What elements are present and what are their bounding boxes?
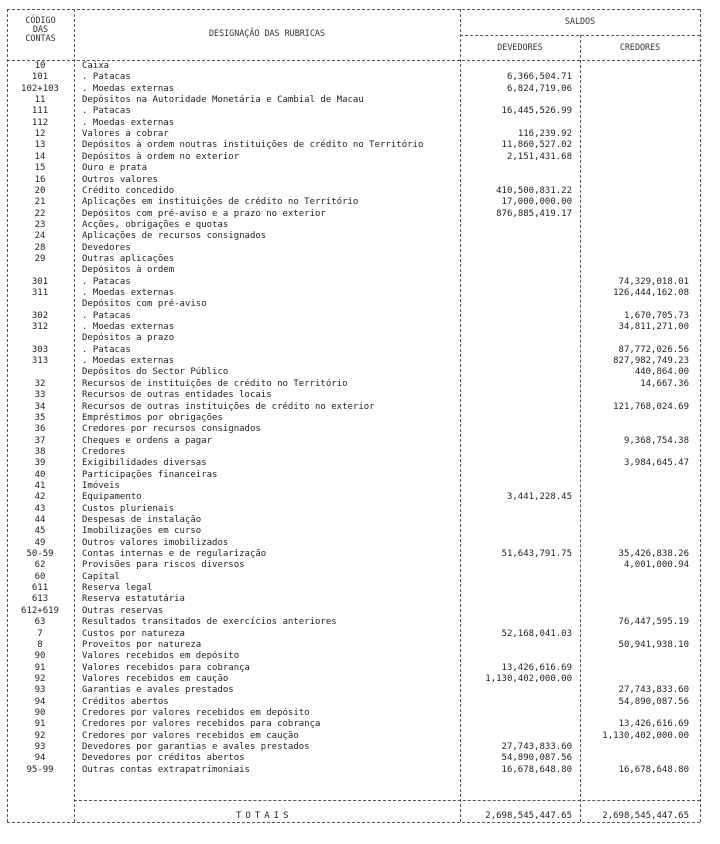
account-code: 612+619 <box>21 605 59 616</box>
table-row <box>0 765 720 776</box>
table-row <box>0 492 720 503</box>
table-row <box>0 288 720 299</box>
account-designation: Outras aplicações <box>82 253 175 264</box>
account-code: 49 <box>34 537 46 548</box>
account-designation: Crédito concedido <box>82 185 175 196</box>
totals-top-border <box>74 800 700 801</box>
table-row <box>0 515 720 526</box>
total-devedores: 2,698,545,447.65 <box>485 811 572 821</box>
table-row <box>0 640 720 651</box>
account-designation: Capital <box>82 571 120 582</box>
account-designation: Outros valores <box>82 174 158 185</box>
account-designation: . Patacas <box>82 72 131 83</box>
account-designation: Imóveis <box>82 480 120 491</box>
account-code: 10 <box>34 61 46 71</box>
account-designation: Garantias e avales prestados <box>82 685 234 696</box>
credores-value: 13,426,616.69 <box>618 719 689 730</box>
table-row <box>0 61 720 72</box>
account-designation: Reserva legal <box>82 583 153 594</box>
credores-value: 87,772,026.56 <box>618 344 689 355</box>
devedores-value: 13,426,616.69 <box>501 662 572 673</box>
account-code: 41 <box>34 480 46 491</box>
account-designation: Depósitos à ordem noutras instituições de crédito no Território <box>82 140 424 151</box>
account-designation: Recursos de outras entidades locais <box>82 390 272 401</box>
account-code: 311 <box>31 288 49 298</box>
table-row <box>0 424 720 435</box>
account-code: 60 <box>34 571 46 582</box>
account-designation: Despesas de instalação <box>82 515 202 525</box>
table-row <box>0 390 720 401</box>
account-designation: Credores por recursos consignados <box>82 424 261 435</box>
credores-value: 126,444,162.08 <box>613 288 689 298</box>
account-code: 91 <box>34 719 46 730</box>
account-code: 24 <box>34 231 46 242</box>
account-designation: Acções, obrigações e quotas <box>82 219 229 230</box>
table-row <box>0 118 720 129</box>
credores-value: 27,743,833.60 <box>618 685 689 696</box>
table-row <box>0 140 720 151</box>
table-row <box>0 72 720 83</box>
table-row <box>0 651 720 662</box>
table-row <box>0 220 720 231</box>
totals-label: TOTAIS <box>236 811 293 821</box>
account-designation: Aplicações em instituições de crédito no Território <box>82 197 359 208</box>
table-row <box>0 254 720 265</box>
account-designation: Recursos de instituições de crédito no Território <box>82 378 348 389</box>
devedores-value: 6,824,719.06 <box>506 83 572 94</box>
devedores-value: 16,678,648.80 <box>501 764 572 775</box>
account-code: 29 <box>34 253 46 264</box>
account-designation: Credores por valores recebidos para cobrança <box>82 719 321 730</box>
account-code: 94 <box>34 753 46 764</box>
designation-header: DESIGNAÇÃO DAS RUBRICAS <box>209 28 325 38</box>
account-code: 611 <box>31 583 49 594</box>
account-code: 13 <box>34 140 46 151</box>
credores-value: 34,811,271.00 <box>618 322 689 333</box>
account-code: 93 <box>34 742 46 752</box>
table-row <box>0 129 720 140</box>
account-designation: Devedores por garantias e avales prestados <box>82 742 310 752</box>
devedores-value: 6,366,504.71 <box>506 72 572 83</box>
credores-value: 1,130,402,000.00 <box>602 730 689 741</box>
account-designation: Devedores por créditos abertos <box>82 753 245 764</box>
account-designation: Equipamento <box>82 492 142 503</box>
account-code: 91 <box>34 662 46 673</box>
devedores-value: 52,168,041.03 <box>501 628 572 639</box>
account-code: 35 <box>34 412 46 423</box>
account-code: 45 <box>34 526 46 537</box>
table-row <box>0 322 720 333</box>
devedores-header: DEVEDORES <box>497 42 543 52</box>
account-designation: Custos por natureza <box>82 628 185 639</box>
account-designation: Ouro e prata <box>82 163 148 174</box>
table-row <box>0 742 720 753</box>
table-row <box>0 345 720 356</box>
account-designation: Credores por valores recebidos em caução <box>82 730 299 741</box>
account-designation: . Moedas externas <box>82 356 175 367</box>
credores-value: 827,982,749.23 <box>613 356 689 367</box>
account-code: 14 <box>34 151 46 162</box>
account-code: 90 <box>34 707 46 718</box>
table-row <box>0 606 720 617</box>
table-row <box>0 481 720 492</box>
table-row <box>0 175 720 186</box>
table-row <box>0 436 720 447</box>
account-code: 303 <box>31 344 49 355</box>
table-row <box>0 560 720 571</box>
table-row <box>0 753 720 764</box>
code-column-header <box>7 16 74 43</box>
table-row <box>0 685 720 696</box>
credores-value: 9,368,754.38 <box>623 435 689 446</box>
account-code: 43 <box>34 503 46 514</box>
account-code: 313 <box>31 356 49 367</box>
account-designation: Credores <box>82 446 126 457</box>
credores-value: 440,864.00 <box>634 367 689 378</box>
devedores-value: 410,500,831.22 <box>496 185 572 196</box>
bottom-border <box>7 822 700 823</box>
total-credores: 2,698,545,447.65 <box>602 811 689 821</box>
account-code: 95-99 <box>26 764 54 775</box>
credores-header: CREDORES <box>619 42 661 52</box>
code-header-line: DAS <box>32 24 49 34</box>
account-code: 8 <box>37 639 43 650</box>
account-code: 62 <box>34 560 46 571</box>
table-row <box>0 152 720 163</box>
account-code: 34 <box>34 401 46 412</box>
account-code: 112 <box>31 117 49 128</box>
table-row <box>0 470 720 481</box>
devedores-value: 54,890,087.56 <box>501 753 572 764</box>
account-code: 40 <box>34 469 46 480</box>
account-code: 12 <box>34 129 46 140</box>
table-row <box>0 243 720 254</box>
table-row <box>0 719 720 730</box>
account-designation: . Moedas externas <box>82 117 175 128</box>
account-designation: Credores por valores recebidos em depósito <box>82 707 310 718</box>
account-designation: Valores recebidos em caução <box>82 673 229 684</box>
credores-value: 54,890,087.56 <box>618 696 689 707</box>
account-code: 15 <box>34 163 46 174</box>
account-designation: Depósitos com pré-aviso e a prazo no exterior <box>82 208 326 219</box>
account-code: 21 <box>34 197 46 208</box>
table-row <box>0 367 720 378</box>
account-code: 92 <box>34 673 46 684</box>
table-row <box>0 504 720 515</box>
credores-value: 1,670,705.73 <box>623 310 689 321</box>
devedores-value: 116,239.92 <box>517 129 572 140</box>
devedores-value: 17,000,000.00 <box>501 197 572 208</box>
table-row <box>0 538 720 549</box>
account-designation: . Moedas externas <box>82 288 175 298</box>
account-code: 33 <box>34 390 46 401</box>
credores-value: 74,329,018.01 <box>618 276 689 287</box>
account-code: 92 <box>34 730 46 741</box>
top-border <box>7 9 700 10</box>
code-header-line: CÓDIGO <box>25 15 56 25</box>
account-designation: . Patacas <box>82 276 131 287</box>
table-row <box>0 402 720 413</box>
account-code: 38 <box>34 446 46 457</box>
table-row <box>0 629 720 640</box>
credores-value: 76,447,595.19 <box>618 617 689 628</box>
account-code: 23 <box>34 219 46 230</box>
account-designation: Aplicações de recursos consignados <box>82 231 267 242</box>
table-row <box>0 447 720 458</box>
account-designation: . Patacas <box>82 310 131 321</box>
account-code: 28 <box>34 242 46 253</box>
account-code: 613 <box>31 594 49 605</box>
table-row <box>0 209 720 220</box>
table-row <box>0 163 720 174</box>
account-code: 90 <box>34 651 46 662</box>
account-designation: Depósitos na Autoridade Monetária e Cambial de Macau <box>82 95 364 106</box>
devedores-value: 51,643,791.75 <box>501 549 572 560</box>
account-code: 32 <box>34 378 46 389</box>
devedores-value: 16,445,526.99 <box>501 106 572 117</box>
account-designation: . Patacas <box>82 106 131 117</box>
account-designation: Valores recebidos em depósito <box>82 651 240 662</box>
account-code: 39 <box>34 458 46 469</box>
account-code: 94 <box>34 696 46 707</box>
credores-value: 121,768,024.69 <box>613 401 689 412</box>
table-row <box>0 95 720 106</box>
table-row <box>0 299 720 310</box>
account-designation: . Patacas <box>82 344 131 355</box>
account-designation: Depósitos a prazo <box>82 333 175 344</box>
account-code: 36 <box>34 424 46 435</box>
table-row <box>0 549 720 560</box>
table-row <box>0 277 720 288</box>
account-code: 22 <box>34 208 46 219</box>
account-designation: Depósitos à ordem no exterior <box>82 151 240 162</box>
account-designation: Outras reservas <box>82 605 164 616</box>
table-row <box>0 663 720 674</box>
account-code: 50-59 <box>26 549 54 560</box>
account-designation: Exigibilidades diversas <box>82 458 207 469</box>
table-row <box>0 617 720 628</box>
account-code: 111 <box>31 106 49 117</box>
account-designation: Reserva estatutária <box>82 594 185 605</box>
account-code: 312 <box>31 322 49 333</box>
table-row <box>0 572 720 583</box>
table-row <box>0 231 720 242</box>
account-code: 42 <box>34 492 46 503</box>
table-row <box>0 413 720 424</box>
account-code: 102+103 <box>21 83 59 94</box>
table-row <box>0 186 720 197</box>
table-row <box>0 84 720 95</box>
account-code: 44 <box>34 515 46 525</box>
table-row <box>0 697 720 708</box>
table-row <box>0 379 720 390</box>
account-designation: Resultados transitados de exercícios anteriores <box>82 617 337 628</box>
credores-value: 3,984,645.47 <box>623 458 689 469</box>
account-designation: Proveitos por natureza <box>82 639 202 650</box>
devedores-value: 11,860,527.02 <box>501 140 572 151</box>
account-designation: Créditos abertos <box>82 696 169 707</box>
table-row <box>0 333 720 344</box>
table-row <box>0 458 720 469</box>
account-designation: Provisões para riscos diversos <box>82 560 245 571</box>
account-code: 302 <box>31 310 49 321</box>
credores-value: 14,667.36 <box>640 378 689 389</box>
credores-value: 35,426,838.26 <box>618 549 689 560</box>
table-row <box>0 356 720 367</box>
table-row <box>0 674 720 685</box>
saldos-header: SALDOS <box>564 16 596 26</box>
account-designation: Contas internas e de regularização <box>82 549 267 560</box>
account-code: 93 <box>34 685 46 696</box>
account-designation: Depósitos à ordem <box>82 265 175 276</box>
account-designation: Outros valores imobilizados <box>82 537 229 548</box>
devedores-value: 2,151,431.68 <box>506 151 572 162</box>
account-designation: Depósitos do Sector Público <box>82 367 229 378</box>
account-code: 11 <box>34 95 46 106</box>
account-designation: Empréstimos por obrigações <box>82 412 223 423</box>
table-row <box>0 708 720 719</box>
account-code: 20 <box>34 185 46 196</box>
account-designation: Participações financeiras <box>82 469 218 480</box>
account-code: 7 <box>37 628 43 639</box>
account-designation: Valores a cobrar <box>82 129 169 140</box>
account-designation: Valores recebidos para cobrança <box>82 662 250 673</box>
code-header-line: CONTAS <box>25 33 56 43</box>
account-designation: Outras contas extrapatrimoniais <box>82 764 250 775</box>
account-code: 101 <box>31 72 49 83</box>
devedores-value: 27,743,833.60 <box>501 742 572 752</box>
account-designation: . Moedas externas <box>82 83 175 94</box>
devedores-value: 3,441,228.45 <box>506 492 572 503</box>
account-code: 16 <box>34 174 46 185</box>
credores-value: 16,678,648.80 <box>618 764 689 775</box>
table-row <box>0 311 720 322</box>
table-row <box>0 583 720 594</box>
account-code: 37 <box>34 435 46 446</box>
table-row <box>0 265 720 276</box>
devedores-value: 876,885,419.17 <box>496 208 572 219</box>
credores-value: 4,001,000.94 <box>623 560 689 571</box>
account-designation: Recursos de outras instituições de crédito no exterior <box>82 401 375 412</box>
account-code: 301 <box>31 276 49 287</box>
table-row <box>0 106 720 117</box>
account-code: 63 <box>34 617 46 628</box>
devedores-value: 1,130,402,000.00 <box>485 673 572 684</box>
table-row <box>0 731 720 742</box>
account-designation: . Moedas externas <box>82 322 175 333</box>
credores-value: 50,941,938.10 <box>618 639 689 650</box>
table-row <box>0 197 720 208</box>
table-row <box>0 526 720 537</box>
account-designation: Depósitos com pré-aviso <box>82 299 207 310</box>
account-designation: Custos plurienais <box>82 503 175 514</box>
account-designation: Devedores <box>82 242 131 253</box>
account-designation: Imobilizações em curso <box>82 526 202 537</box>
account-designation: Cheques e ordens a pagar <box>82 435 213 446</box>
table-row <box>0 594 720 605</box>
account-designation: Caixa <box>82 61 110 71</box>
